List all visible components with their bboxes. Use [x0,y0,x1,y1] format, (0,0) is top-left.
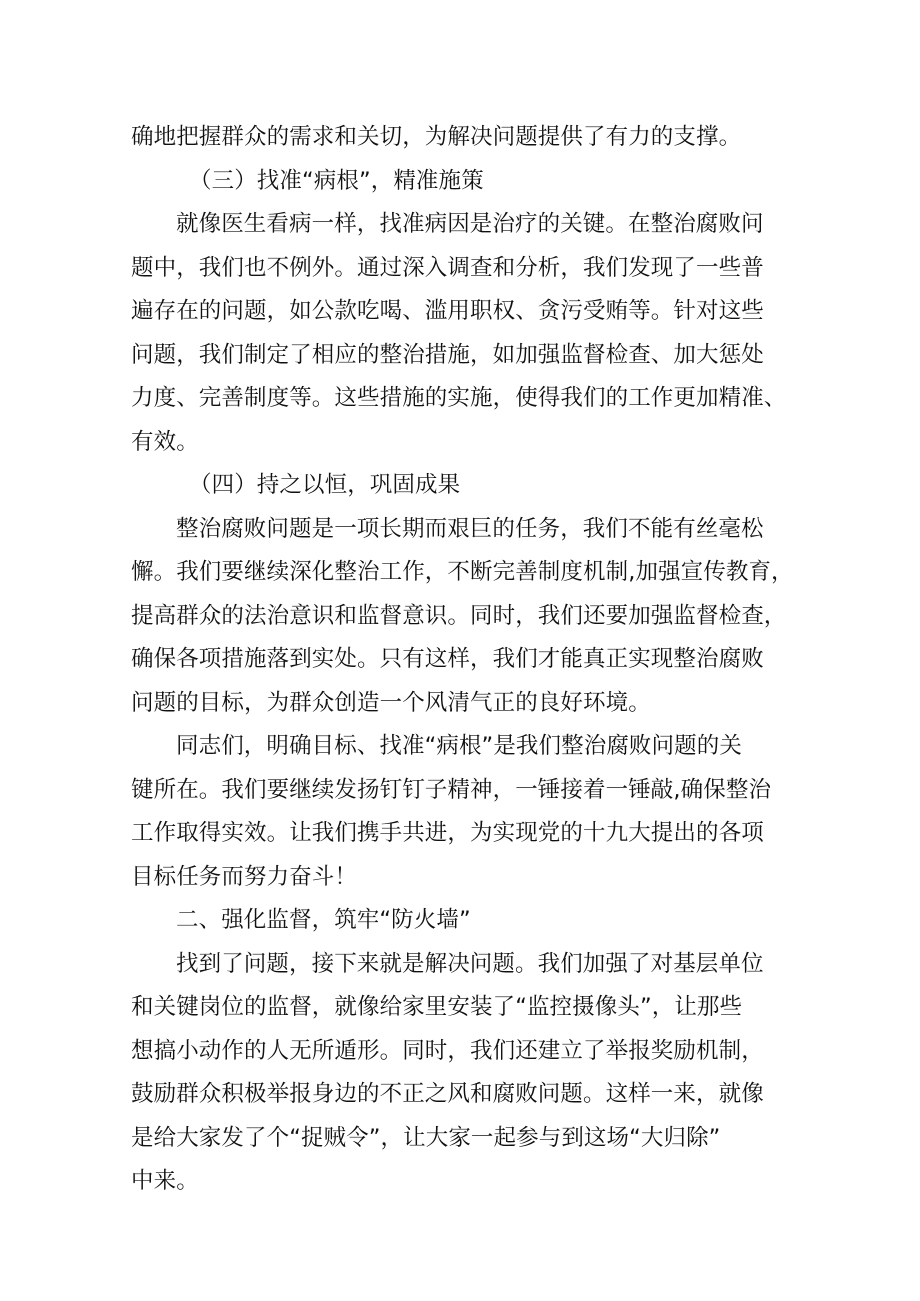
body-line: 键所在。我们要继续发扬钉钉子精神，一锤接着一锤敲,确保整治 [131,776,772,803]
paragraph-first-line: 就像医生看病一样，找准病因是治疗的关键。在整治腐败问 [176,211,764,237]
body-line: 提高群众的法治意识和监督意识。同时，我们还要加强监督检查， [131,602,787,629]
paragraph-first-line: 同志们，明确目标、找准“病根”是我们整治腐败问题的关 [176,733,742,759]
body-line: 中来。 [131,1168,199,1194]
body-line: 力度、完善制度等。这些措施的实施，使得我们的工作更加精准、 [131,385,787,411]
section-subheading: （四）持之以恒，巩固成果 [189,472,461,498]
body-line: 题中，我们也不例外。通过深入调查和分析，我们发现了一些普 [131,254,764,281]
body-line: 确地把握群众的需求和关切，为解决问题提供了有力的支撑。 [131,124,742,150]
body-line: 有效。 [131,428,199,455]
body-line: 是给大家发了个“捉贼令”，让大家一起参与到这场“大归除” [131,1124,721,1151]
body-line: 遍存在的问题，如公款吃喝、滥用职权、贪污受贿等。针对这些 [131,298,764,324]
body-line: 想搞小动作的人无所遁形。同时，我们还建立了举报奖励机制， [131,1037,764,1064]
section-subheading: （三）找准“病根”，精准施策 [189,167,484,194]
body-line: 问题的目标，为群众创造一个风清气正的良好环境。 [131,689,651,716]
section-heading: 二、强化监督，筑牢“防火墙” [176,907,471,933]
document-body [131,116,807,1204]
body-line: 目标任务而努力奋斗！ [131,863,358,890]
body-line: 鼓励群众积极举报身边的不正之风和腐败问题。这样一来，就像 [131,1081,764,1107]
body-line: 工作取得实效。让我们携手共进，为实现党的十九大提出的各项 [131,820,764,846]
paragraph-first-line: 找到了问题，接下来就是解决问题。我们加强了对基层单位 [176,950,764,977]
body-line: 问题，我们制定了相应的整治措施，如加强监督检查、加大惩处 [131,341,764,368]
body-line: 和关键岗位的监督，就像给家里安装了“监控摄像头”，让那些 [131,994,743,1020]
body-line: 懈。我们要继续深化整治工作，不断完善制度机制,加强宣传教育， [131,559,794,585]
paragraph-first-line: 整治腐败问题是一项长期而艰巨的任务，我们不能有丝毫松 [176,515,764,542]
body-line: 确保各项措施落到实处。只有这样，我们才能真正实现整治腐败 [131,646,764,672]
